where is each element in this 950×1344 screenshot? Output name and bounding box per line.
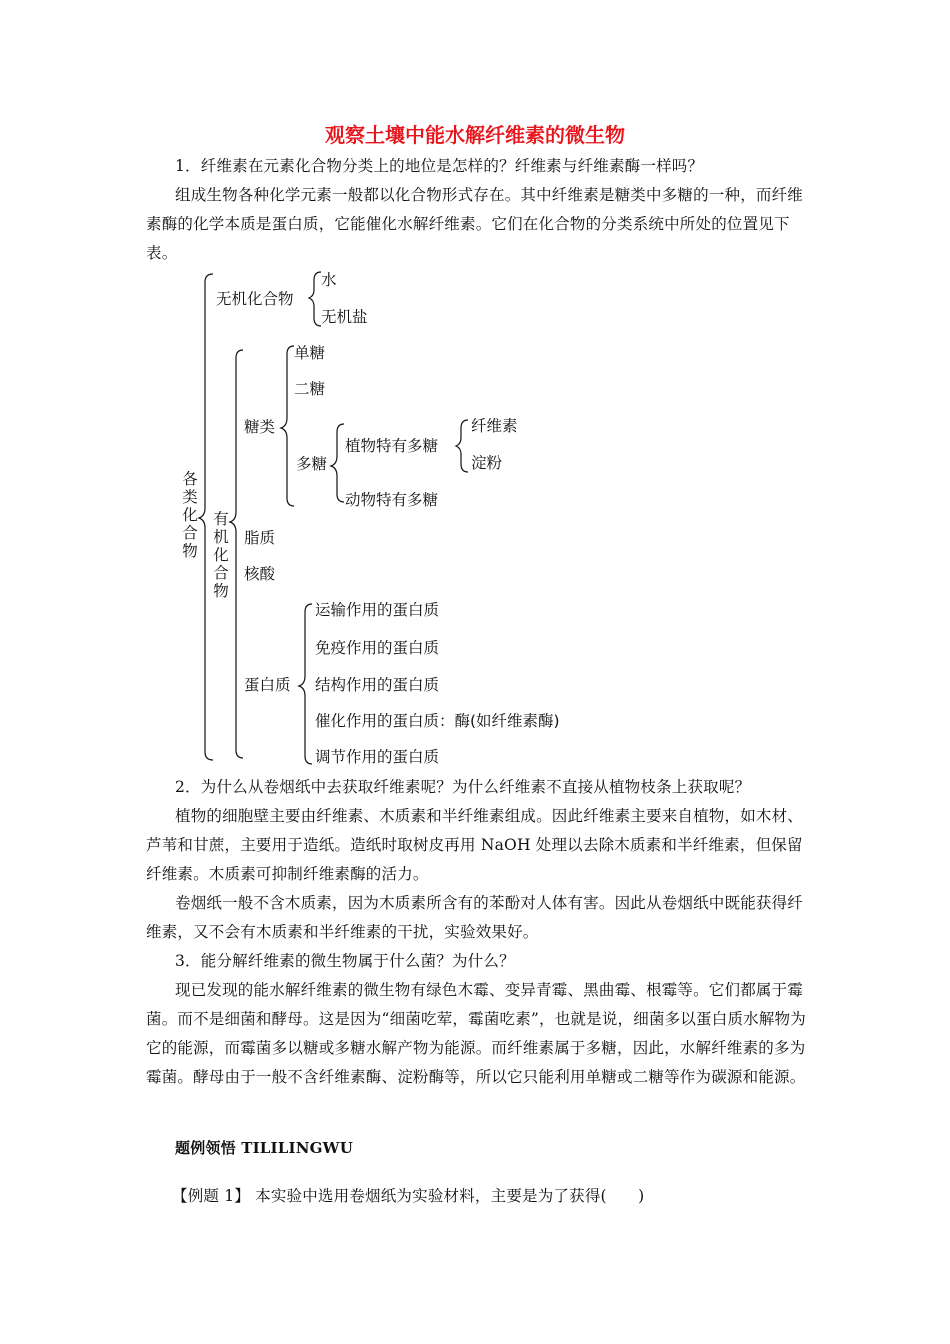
poly-brace [331, 424, 344, 502]
page-title: 观察土壤中能水解纤维素的微生物 [325, 123, 625, 147]
answer-2a: 植物的细胞壁主要由纤维素、木质素和半纤维素组成。因此纤维素主要来自植物，如木材、芦苇和甘蔗，主要用于造纸。造纸时取树皮再用 NaOH 处理以去除木质素和半纤维素，但保留纤维素。木质素可抑制纤维素酶的活力。 [146, 807, 804, 883]
tree-poly: 多糖 [296, 455, 328, 473]
example-1: 【例题 1】 本实验中选用卷烟纸为实验材料，主要是为了获得( ) [172, 1187, 645, 1205]
tree-protein-1: 运输作用的蛋白质 [315, 601, 440, 619]
section-heading: 题例领悟 TILILINGWU [175, 1139, 353, 1157]
protein-brace [299, 604, 312, 764]
question-1: 1．纤维素在元素化合物分类上的地位是怎样的？纤维素与纤维素酶一样吗？ [175, 157, 704, 175]
plant-poly-brace [456, 420, 468, 472]
question-2: 2．为什么从卷烟纸中去获取纤维素呢？为什么纤维素不直接从植物枝条上获取呢？ [175, 778, 751, 796]
organic-brace [230, 350, 243, 758]
tree-lipid: 脂质 [244, 529, 276, 547]
tree-protein-3: 结构作用的蛋白质 [315, 676, 440, 694]
inorganic-brace [309, 272, 321, 326]
answer-1: 组成生物各种化学元素一般都以化合物形式存在。其中纤维素是糖类中多糖的一种，而纤维素酶的化学本质是蛋白质，它能催化水解纤维素。它们在化合物的分类系统中所处的位置见下表。 [146, 186, 804, 262]
tree-plant-poly: 植物特有多糖 [345, 437, 439, 455]
tree-sugars: 糖类 [244, 418, 276, 436]
tree-nucleic: 核酸 [244, 565, 276, 583]
tree-water: 水 [321, 271, 337, 289]
answer-2b: 卷烟纸一般不含木质素，因为木质素所含有的苯酚对人体有害。因此从卷烟纸中既能获得纤维素，又不会有木质素和半纤维素的干扰，实验效果好。 [146, 894, 804, 941]
root-brace [199, 274, 213, 760]
tree-cellulose: 纤维素 [471, 417, 518, 435]
tree-protein-5: 调节作用的蛋白质 [315, 748, 440, 766]
tree-protein-4: 催化作用的蛋白质：酶(如纤维素酶) [315, 712, 560, 730]
answer-3: 现已发现的能水解纤维素的微生物有绿色木霉、变异青霉、黑曲霉、根霉等。它们都属于霉菌。而不是细菌和酵母。这是因为“细菌吃荤，霉菌吃素”，也就是说，细菌多以蛋白质水解物为它的能源，而霉菌多以糖或多糖水解产物为能源。而纤维素属于多糖，因此，水解纤维素的多为霉菌。酵母由于一般不含纤维素酶、淀粉酶等，所以它只能利用单糖或二糖等作为碳源和能源。 [146, 981, 806, 1086]
tree-root: 各类化合物 [182, 470, 198, 560]
tree-inorganic: 无机化合物 [216, 290, 294, 308]
tree-protein: 蛋白质 [244, 676, 291, 694]
tree-di: 二糖 [294, 380, 326, 398]
tree-organic: 有机化合物 [213, 510, 229, 600]
tree-mono: 单糖 [294, 344, 326, 362]
question-3: 3．能分解纤维素的微生物属于什么菌？为什么？ [175, 952, 515, 970]
tree-starch: 淀粉 [471, 454, 503, 472]
tree-protein-2: 免疫作用的蛋白质 [315, 639, 440, 657]
tree-animal-poly: 动物特有多糖 [345, 491, 439, 509]
tree-salt: 无机盐 [321, 308, 368, 326]
sugars-brace [281, 346, 294, 506]
